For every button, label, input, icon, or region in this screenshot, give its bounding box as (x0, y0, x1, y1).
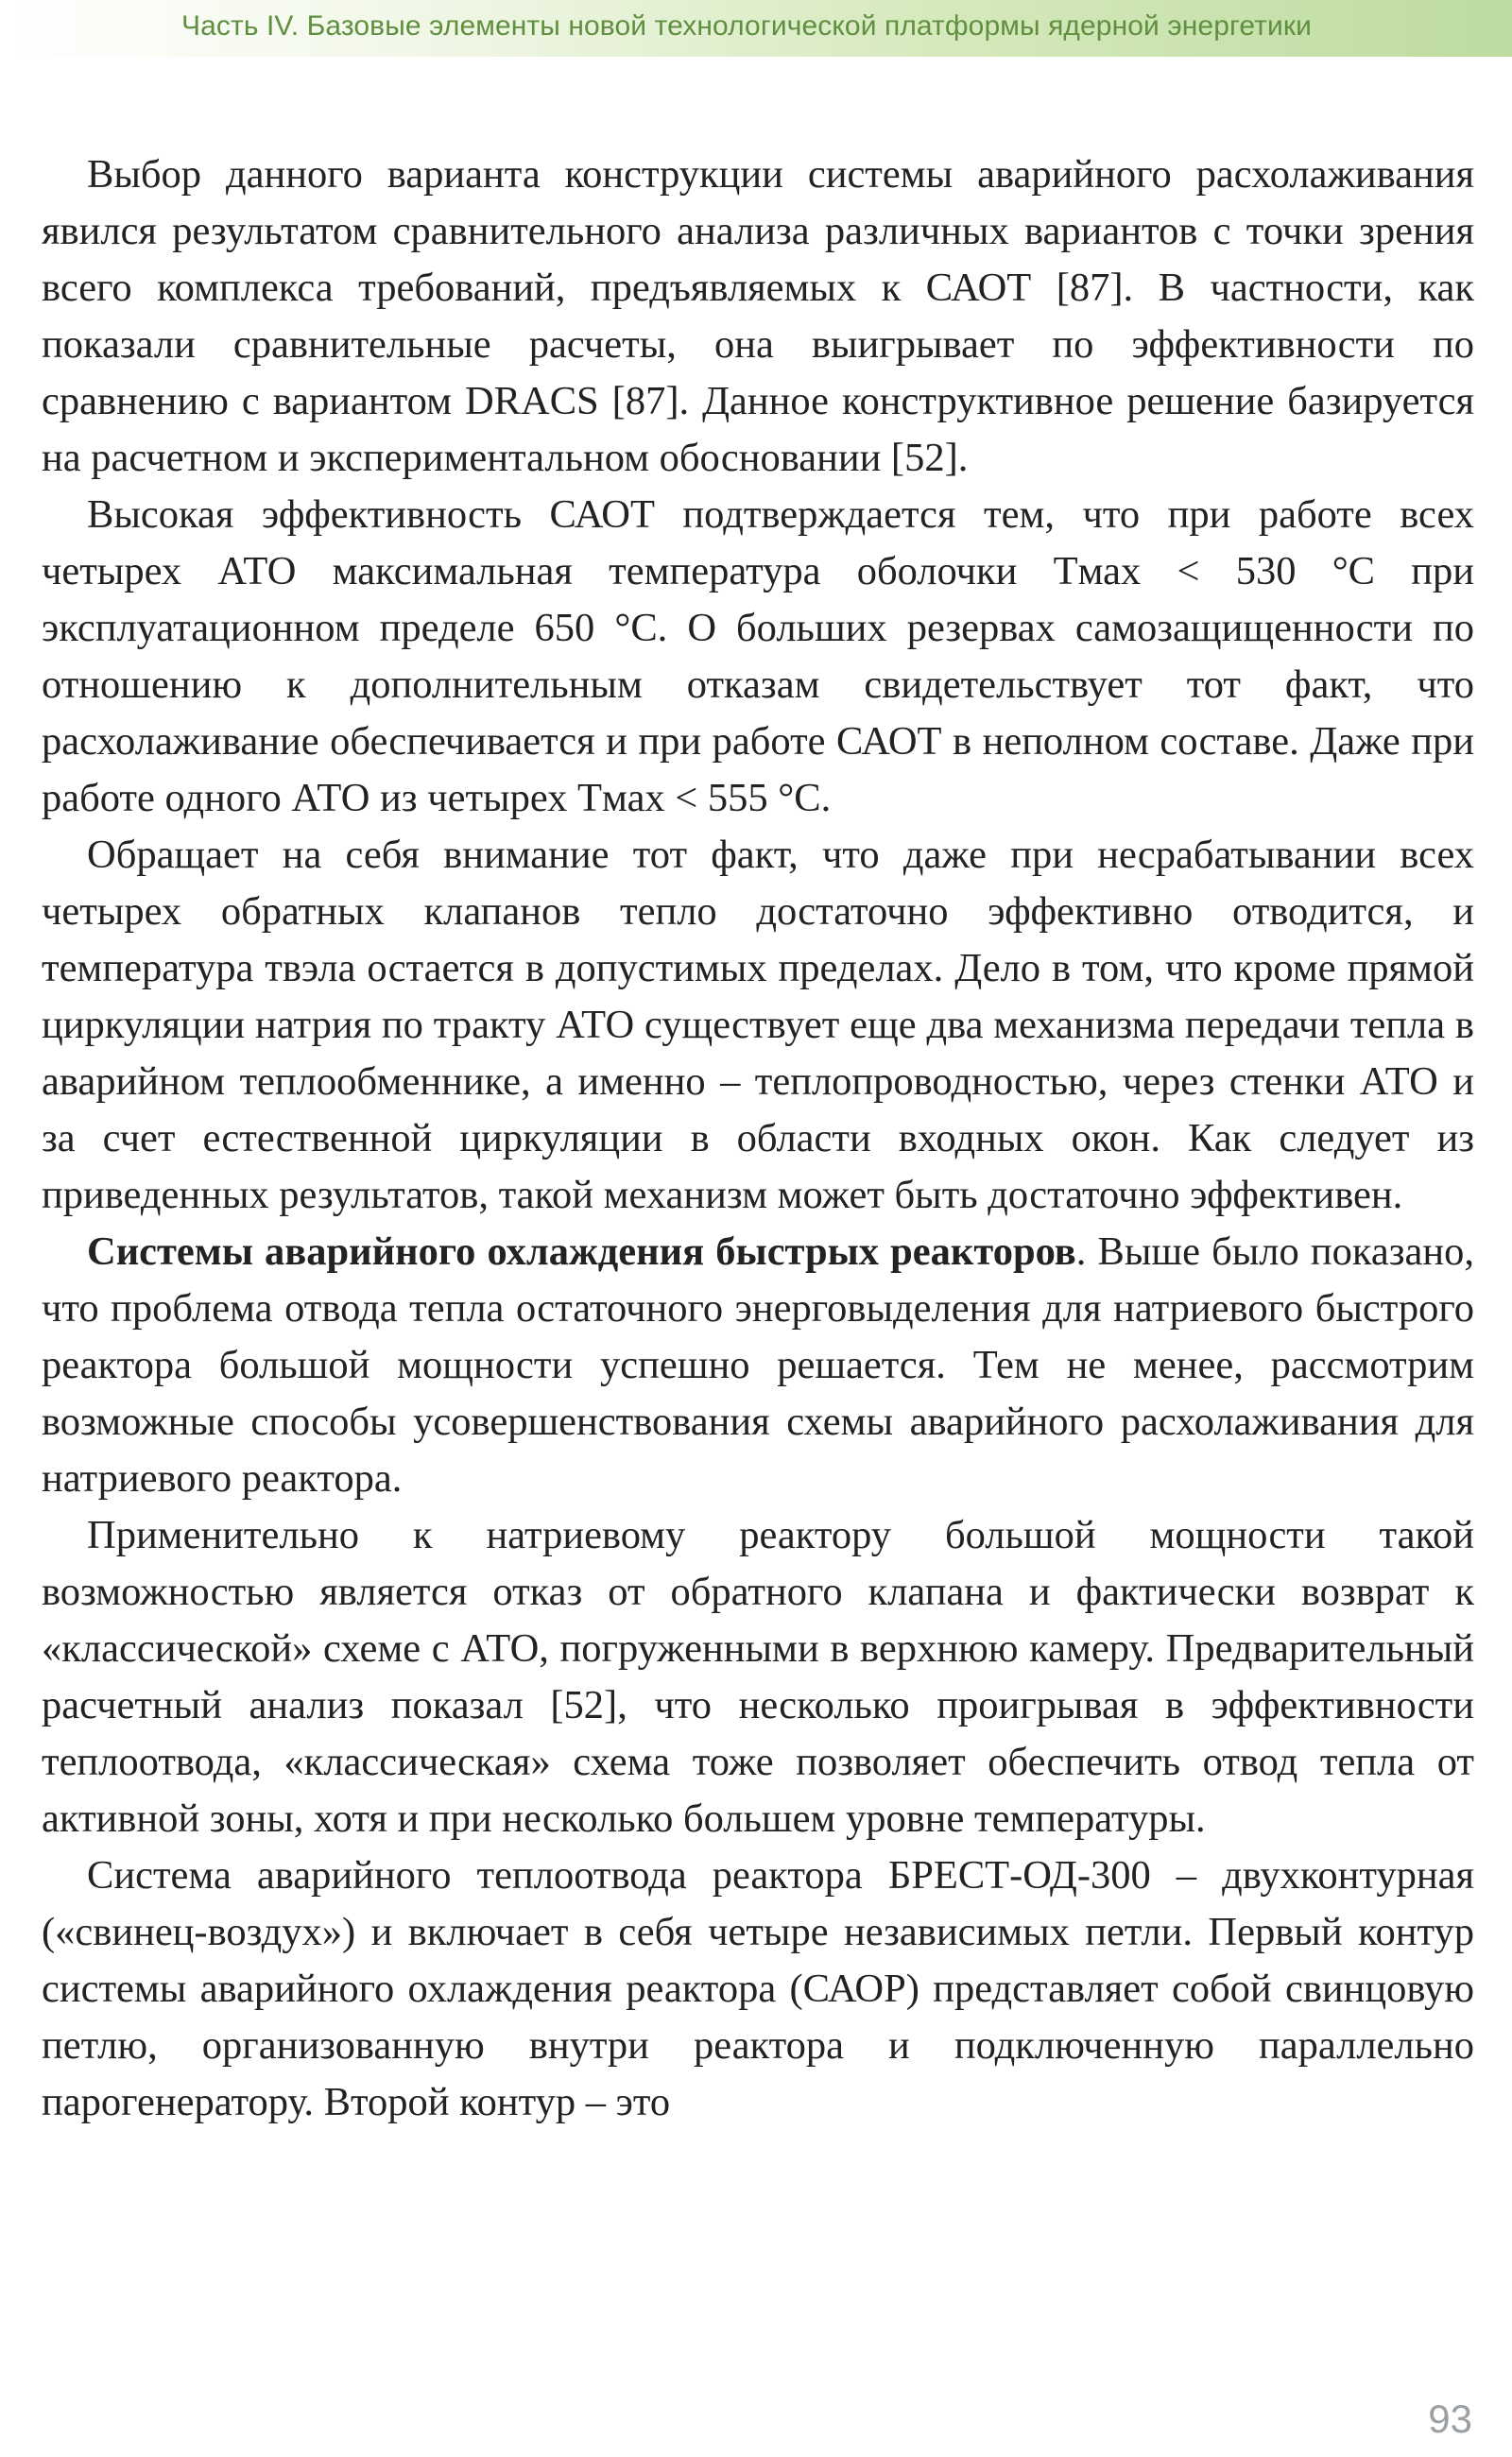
running-header-title: Часть IV. Базовые элементы новой технологической платформы ядерной энергетики (181, 10, 1312, 42)
page-number: 93 (1428, 2397, 1472, 2441)
paragraph-5 (42, 1507, 1474, 1847)
body-text (42, 146, 1474, 2131)
paragraph-6 (42, 1847, 1474, 2131)
paragraph-1-text: Выбор данного варианта конструкции системы аварийного расхолаживания явился результатом сравнительного анализа различных вариантов с точки зрения всего комплекса требований, предъявляемых к САОТ [87]. В частности, как показали сравнительные расчеты, она выигрывает по эффективности по сравнению с вариантом DRACS [87]. Данное конструктивное решение базируется на расчетном и экспериментальном обосновании [52]. (42, 152, 1474, 480)
paragraph-2-text: Высокая эффективность САОТ подтверждается тем, что при работе всех четырех АТО максимальная температура оболочки Tмах < 530 °C при эксплуатационном пределе 650 °C. О больших резервах самозащищенности по отношению к дополнительным отказам свидетельствует тот факт, что расхолаживание обеспечивается и при работе САОТ в неполном составе. Даже при работе одного АТО из четырех Tмах < 555 °C. (42, 492, 1474, 820)
running-header (0, 0, 1512, 57)
paragraph-4 (42, 1224, 1474, 1507)
paragraph-3 (42, 827, 1474, 1224)
paragraph-1 (42, 146, 1474, 487)
paragraph-6-text: Система аварийного теплоотвода реактора БРЕСТ-ОД-300 – двухконтурная («свинец-воздух») и включает в себя четыре независимых петли. Первый контур системы аварийного охлаждения реактора (САОР) представляет собой свинцовую петлю, организованную внутри реактора и подключенную параллельно парогенератору. Второй контур – это (42, 1853, 1474, 2124)
paragraph-2 (42, 487, 1474, 827)
paragraph-5-text: Применительно к натриевому реактору большой мощности такой возможностью является отказ от обратного клапана и фактически возврат к «классической» схеме с АТО, погруженными в верхнюю камеру. Предварительный расчетный анализ показал [52], что несколько проигрывая в эффективности теплоотвода, «классическая» схема тоже позволяет обеспечить отвод тепла от активной зоны, хотя и при несколько большем уровне температуры. (42, 1513, 1474, 1841)
paragraph-4-text: . Выше было показано, что проблема отвода тепла остаточного энерговыделения для натриевого быстрого реактора большой мощности успешно решается. Тем не менее, рассмотрим возможные способы усовершенствования схемы аварийного расхолаживания для натриевого реактора. (42, 1229, 1474, 1501)
paragraph-4-bold-heading: Системы аварийного охлаждения быстрых реакторов (87, 1229, 1076, 1274)
paragraph-3-text: Обращает на себя внимание тот факт, что даже при несрабатывании всех четырех обратных клапанов тепло достаточно эффективно отводится, и температура твэла остается в допустимых пределах. Дело в том, что кроме прямой циркуляции натрия по тракту АТО существует еще два механизма передачи тепла в аварийном теплообменнике, а именно – теплопроводностью, через стенки АТО и за счет естественной циркуляции в области входных окон. Как следует из приведенных результатов, такой механизм может быть достаточно эффективен. (42, 833, 1474, 1217)
